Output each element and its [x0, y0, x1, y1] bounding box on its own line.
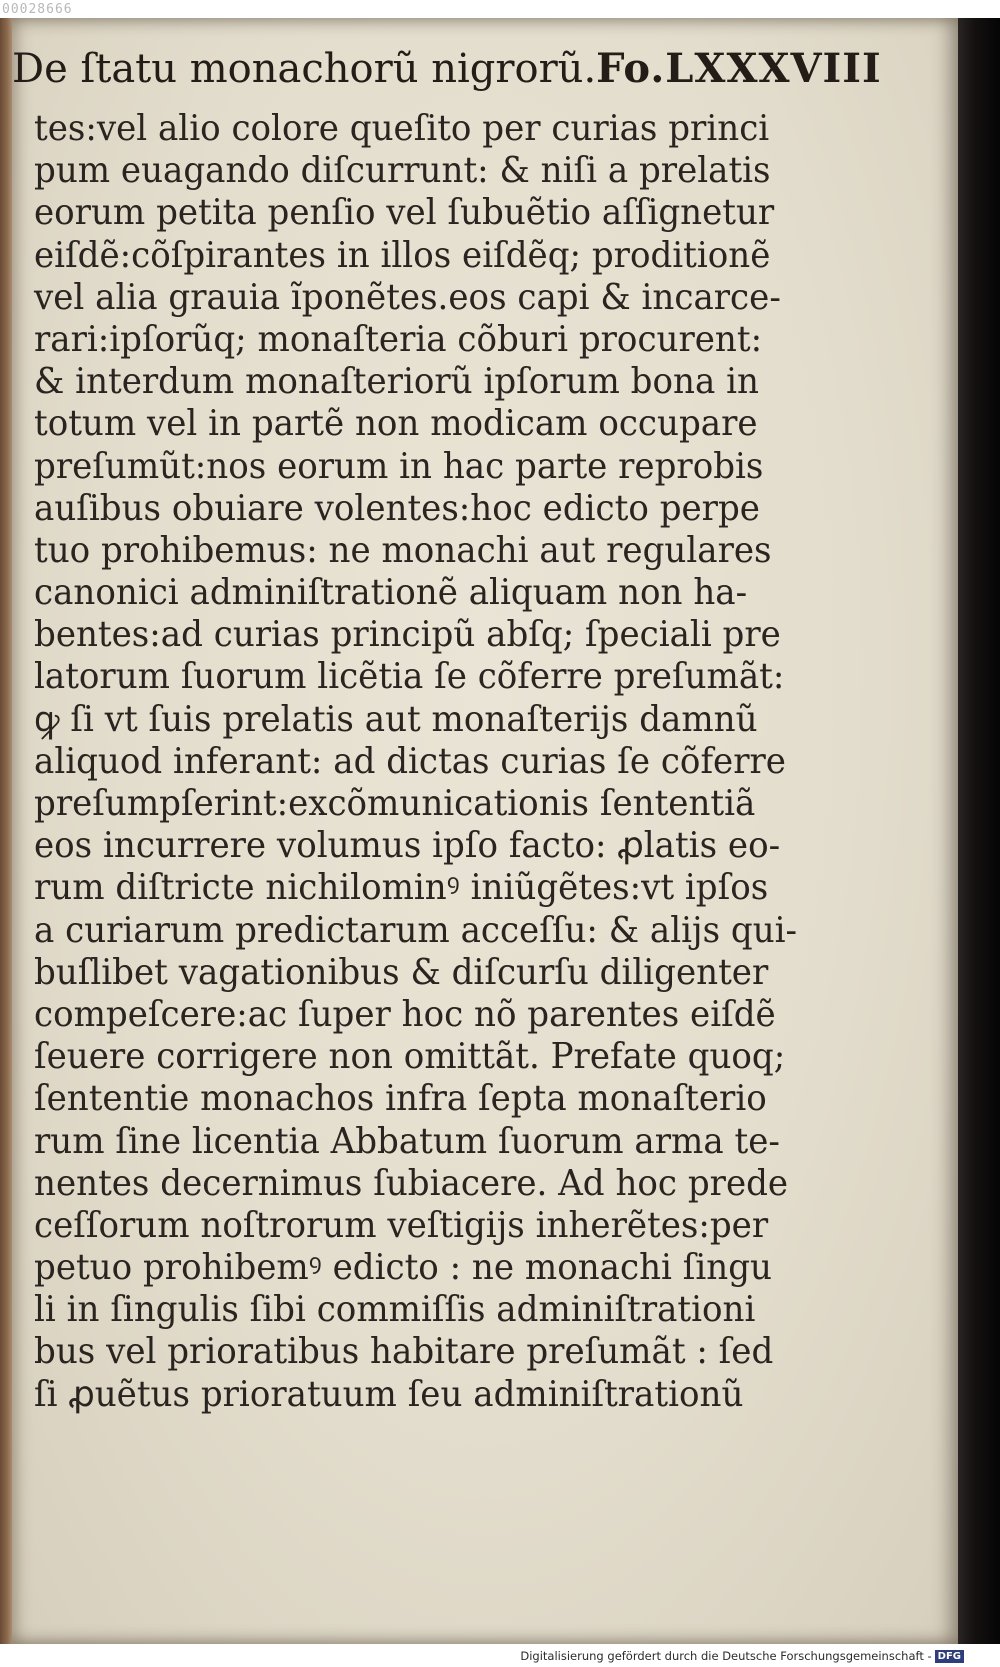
body-text [34, 108, 798, 1416]
text-line-content: ſententie monachos infra ſepta monaſterio [34, 1078, 767, 1120]
text-line [34, 361, 774, 403]
text-line [34, 276, 781, 319]
running-header [12, 44, 882, 94]
text-line-content: ſi ꝓuẽtus prioratuum ſeu adminiſtrationũ [34, 1373, 744, 1415]
text-line [34, 488, 774, 530]
text-line [34, 150, 774, 192]
text-line [34, 572, 774, 614]
text-line [34, 1036, 786, 1078]
text-line [34, 952, 774, 994]
text-line [34, 1374, 774, 1416]
text-line-content: bentes:ad curias principũ abſq; ſpeciali pre [34, 614, 781, 656]
text-line-content: nentes decernimus ſubiacere. Ad hoc prede [34, 1162, 789, 1204]
text-line [34, 1205, 774, 1247]
text-line-content: ꝙ ſi vt ſuis prelatis aut monaſterijs damnũ [34, 698, 758, 740]
page-edge-shadow [958, 18, 1000, 1644]
text-line [34, 699, 774, 741]
text-line [34, 825, 781, 867]
binding-backing [0, 18, 12, 1644]
text-line-content: li in ſingulis ſibi commiſſis adminiſtrationi [34, 1289, 756, 1331]
text-line [34, 1078, 774, 1120]
text-line [34, 1120, 780, 1163]
text-line [34, 108, 774, 150]
text-line-content: tes:vel alio colore queſito per curias princi [34, 108, 770, 149]
text-line [34, 319, 774, 361]
text-line [34, 1331, 774, 1373]
text-line [34, 403, 774, 445]
text-line-content: tuo prohibemus: ne monachi aut regulares [34, 529, 772, 571]
text-line [34, 656, 785, 698]
header-title: De ſtatu monachorũ nigrorũ. [12, 46, 597, 92]
text-line-content: & interdum monaſteriorũ ipſorum bona in [34, 361, 759, 403]
text-line [34, 909, 798, 952]
text-line-content: aliquod inferant: ad dictas curias ſe cõferre [34, 740, 786, 782]
text-line-content: bus vel prioratibus habitare preſumãt : ſed [34, 1331, 774, 1373]
text-line-content: preſumpſerint:excõmunicationis ſententiã [34, 783, 756, 824]
text-line-content: vel alia grauia ĩponẽtes.eos capi & incarce- [34, 276, 781, 318]
credit-text: Digitalisierung gefördert durch die Deutsche Forschungsgemeinschaft - [520, 1649, 932, 1663]
text-line-content: totum vel in partẽ non modicam occupare [34, 403, 758, 445]
text-line [34, 994, 774, 1036]
digitization-credit [520, 1648, 964, 1664]
text-line-content: buſlibet vagationibus & diſcurſu diligenter [34, 951, 769, 993]
text-line-content: eos incurrere volumus ipſo facto: ꝓlatis eo- [34, 825, 781, 867]
text-line [34, 1247, 774, 1289]
text-line-content: auſibus obuiare volentes:hoc edicto perpe [34, 487, 760, 529]
text-line-content: compeſcere:ac ſuper hoc nõ parentes eiſdẽ [34, 993, 776, 1035]
text-line-content: eiſdẽ:cõſpirantes in illos eiſdẽq; proditionẽ [34, 234, 771, 276]
text-line [34, 783, 774, 825]
text-line-content: rum diſtricte nichilominꝰ iniũgẽtes:vt ipſos [34, 867, 769, 909]
text-line-content: ſeuere corrigere non omittãt. Prefate quoq; [34, 1036, 786, 1078]
text-line-content: ceſſorum noſtrorum veſtigijs inherẽtes:per [34, 1204, 769, 1246]
text-line-content: canonici adminiſtrationẽ aliquam non ha- [34, 572, 748, 614]
text-line [34, 740, 786, 783]
text-line-content: rum ſine licentia Abbatum ſuorum arma te- [34, 1120, 780, 1162]
text-line [34, 192, 774, 234]
text-line-content: pum euagando diſcurrunt: & niſi a prelatis [34, 150, 771, 192]
text-line [34, 530, 774, 572]
text-line [34, 867, 774, 909]
text-line [34, 614, 781, 656]
text-line-content: rari:ipſorũq; monaſteria cõburi procurent: [34, 318, 763, 360]
text-line [34, 235, 774, 277]
text-line [34, 1289, 774, 1331]
text-line [34, 1162, 789, 1205]
text-line-content: preſumũt:nos eorum in hac parte reprobis [34, 445, 764, 487]
shelf-id-stamp: 00028666 [2, 2, 73, 17]
text-line-content: a curiarum predictarum acceſſu: & alijs qui- [34, 909, 798, 951]
text-line-content: latorum ſuorum licẽtia ſe cõferre preſumãt: [34, 656, 785, 698]
text-line [34, 446, 774, 488]
dfg-logo: DFG [935, 1650, 964, 1663]
folio-number: Fo.LXXXVIII [596, 45, 882, 92]
text-line-content: petuo prohibemꝰ edicto : ne monachi ſingu [34, 1247, 772, 1289]
text-line-content: eorum petita penſio vel ſubuẽtio aſſignetur [34, 192, 775, 234]
